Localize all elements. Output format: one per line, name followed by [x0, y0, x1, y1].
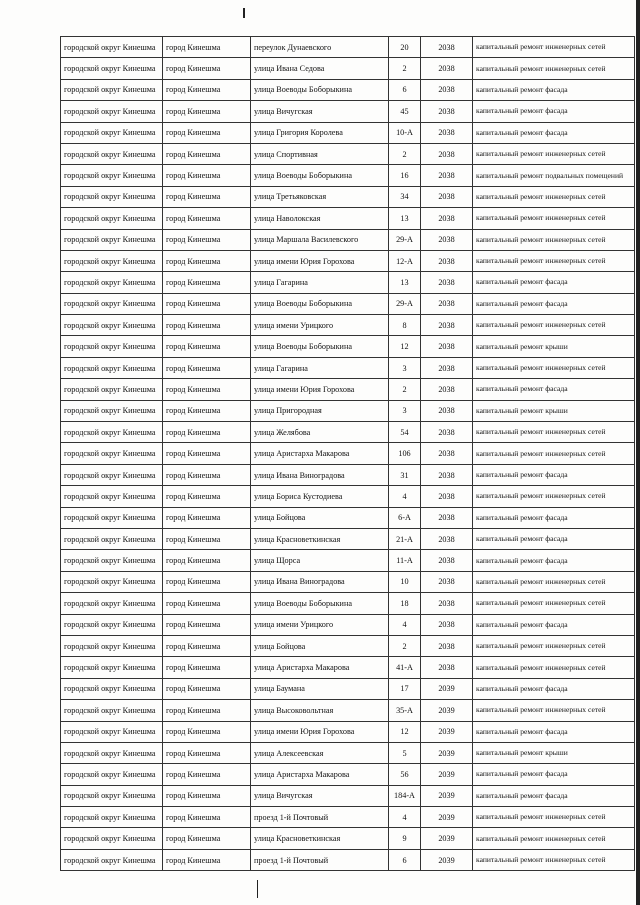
- work-type-cell: капитальный ремонт крыши: [473, 400, 635, 421]
- municipality-cell: городской округ Кинешма: [61, 807, 163, 828]
- street-cell: улица Желябова: [251, 422, 389, 443]
- house-number-cell: 35-А: [389, 700, 421, 721]
- year-cell: 2038: [421, 101, 473, 122]
- municipality-cell: городской округ Кинешма: [61, 635, 163, 656]
- city-cell: город Кинешма: [163, 657, 251, 678]
- year-cell: 2038: [421, 593, 473, 614]
- work-type-cell: капитальный ремонт подвальных помещений: [473, 165, 635, 186]
- city-cell: город Кинешма: [163, 379, 251, 400]
- city-cell: город Кинешма: [163, 550, 251, 571]
- year-cell: 2038: [421, 614, 473, 635]
- house-number-cell: 18: [389, 593, 421, 614]
- city-cell: город Кинешма: [163, 635, 251, 656]
- year-cell: 2038: [421, 37, 473, 58]
- year-cell: 2039: [421, 849, 473, 870]
- street-cell: улица имени Юрия Горохова: [251, 250, 389, 271]
- street-cell: улица Маршала Василевского: [251, 229, 389, 250]
- table-row: [61, 379, 635, 400]
- municipality-cell: городской округ Кинешма: [61, 593, 163, 614]
- table-row: [61, 37, 635, 58]
- house-number-cell: 21-А: [389, 528, 421, 549]
- street-cell: улица Вичугская: [251, 101, 389, 122]
- street-cell: проезд 1-й Почтовый: [251, 849, 389, 870]
- year-cell: 2038: [421, 357, 473, 378]
- table-row: [61, 785, 635, 806]
- municipality-cell: городской округ Кинешма: [61, 486, 163, 507]
- work-type-cell: капитальный ремонт инженерных сетей: [473, 828, 635, 849]
- city-cell: город Кинешма: [163, 593, 251, 614]
- work-type-cell: капитальный ремонт фасада: [473, 764, 635, 785]
- street-cell: улица Гагарина: [251, 272, 389, 293]
- work-type-cell: капитальный ремонт фасада: [473, 721, 635, 742]
- municipality-cell: городской округ Кинешма: [61, 165, 163, 186]
- table-row: [61, 550, 635, 571]
- year-cell: 2039: [421, 828, 473, 849]
- city-cell: город Кинешма: [163, 614, 251, 635]
- table-row: [61, 122, 635, 143]
- street-cell: улица Высоковольтная: [251, 700, 389, 721]
- table-row: [61, 678, 635, 699]
- street-cell: улица Красноветкинская: [251, 828, 389, 849]
- municipality-cell: городской округ Кинешма: [61, 764, 163, 785]
- house-number-cell: 10: [389, 571, 421, 592]
- city-cell: город Кинешма: [163, 293, 251, 314]
- street-cell: проезд 1-й Почтовый: [251, 807, 389, 828]
- house-number-cell: 10-А: [389, 122, 421, 143]
- city-cell: город Кинешма: [163, 357, 251, 378]
- municipality-cell: городской округ Кинешма: [61, 464, 163, 485]
- city-cell: город Кинешма: [163, 828, 251, 849]
- table-row: [61, 400, 635, 421]
- city-cell: город Кинешма: [163, 250, 251, 271]
- work-type-cell: капитальный ремонт фасада: [473, 293, 635, 314]
- scan-mark-bottom: [257, 880, 258, 898]
- street-cell: улица Воеводы Боборыкина: [251, 336, 389, 357]
- table-row: [61, 357, 635, 378]
- year-cell: 2038: [421, 293, 473, 314]
- house-number-cell: 2: [389, 635, 421, 656]
- housing-repair-table: [60, 36, 635, 871]
- work-type-cell: капитальный ремонт инженерных сетей: [473, 315, 635, 336]
- city-cell: город Кинешма: [163, 464, 251, 485]
- table-row: [61, 186, 635, 207]
- municipality-cell: городской округ Кинешма: [61, 229, 163, 250]
- municipality-cell: городской округ Кинешма: [61, 357, 163, 378]
- work-type-cell: капитальный ремонт фасада: [473, 614, 635, 635]
- municipality-cell: городской округ Кинешма: [61, 186, 163, 207]
- house-number-cell: 29-А: [389, 293, 421, 314]
- city-cell: город Кинешма: [163, 678, 251, 699]
- table-row: [61, 443, 635, 464]
- city-cell: город Кинешма: [163, 208, 251, 229]
- table-row: [61, 293, 635, 314]
- table-row: [61, 165, 635, 186]
- work-type-cell: капитальный ремонт инженерных сетей: [473, 186, 635, 207]
- year-cell: 2038: [421, 79, 473, 100]
- table-row: [61, 657, 635, 678]
- table-row: [61, 742, 635, 763]
- year-cell: 2038: [421, 122, 473, 143]
- year-cell: 2038: [421, 550, 473, 571]
- work-type-cell: капитальный ремонт фасада: [473, 550, 635, 571]
- year-cell: 2038: [421, 486, 473, 507]
- city-cell: город Кинешма: [163, 785, 251, 806]
- house-number-cell: 6: [389, 79, 421, 100]
- work-type-cell: капитальный ремонт инженерных сетей: [473, 593, 635, 614]
- street-cell: улица Бойцова: [251, 635, 389, 656]
- house-number-cell: 106: [389, 443, 421, 464]
- house-number-cell: 12: [389, 336, 421, 357]
- street-cell: улица Пригородная: [251, 400, 389, 421]
- year-cell: 2039: [421, 678, 473, 699]
- work-type-cell: капитальный ремонт фасада: [473, 79, 635, 100]
- house-number-cell: 6: [389, 849, 421, 870]
- house-number-cell: 4: [389, 614, 421, 635]
- city-cell: город Кинешма: [163, 400, 251, 421]
- table-row: [61, 700, 635, 721]
- city-cell: город Кинешма: [163, 422, 251, 443]
- city-cell: город Кинешма: [163, 336, 251, 357]
- municipality-cell: городской округ Кинешма: [61, 250, 163, 271]
- street-cell: улица Ивана Виноградова: [251, 571, 389, 592]
- municipality-cell: городской округ Кинешма: [61, 700, 163, 721]
- work-type-cell: капитальный ремонт инженерных сетей: [473, 229, 635, 250]
- year-cell: 2038: [421, 635, 473, 656]
- municipality-cell: городской округ Кинешма: [61, 614, 163, 635]
- city-cell: город Кинешма: [163, 807, 251, 828]
- work-type-cell: капитальный ремонт инженерных сетей: [473, 357, 635, 378]
- municipality-cell: городской округ Кинешма: [61, 828, 163, 849]
- table-row: [61, 272, 635, 293]
- work-type-cell: капитальный ремонт инженерных сетей: [473, 443, 635, 464]
- year-cell: 2039: [421, 700, 473, 721]
- work-type-cell: капитальный ремонт инженерных сетей: [473, 422, 635, 443]
- year-cell: 2038: [421, 379, 473, 400]
- work-type-cell: капитальный ремонт фасада: [473, 507, 635, 528]
- year-cell: 2039: [421, 721, 473, 742]
- work-type-cell: капитальный ремонт фасада: [473, 101, 635, 122]
- municipality-cell: городской округ Кинешма: [61, 507, 163, 528]
- municipality-cell: городской округ Кинешма: [61, 721, 163, 742]
- table-row: [61, 464, 635, 485]
- house-number-cell: 2: [389, 143, 421, 164]
- table-row: [61, 79, 635, 100]
- year-cell: 2038: [421, 571, 473, 592]
- work-type-cell: капитальный ремонт инженерных сетей: [473, 807, 635, 828]
- city-cell: город Кинешма: [163, 186, 251, 207]
- municipality-cell: городской округ Кинешма: [61, 528, 163, 549]
- house-number-cell: 2: [389, 58, 421, 79]
- house-number-cell: 41-А: [389, 657, 421, 678]
- street-cell: улица Ивана Седова: [251, 58, 389, 79]
- table-row: [61, 143, 635, 164]
- house-number-cell: 3: [389, 357, 421, 378]
- house-number-cell: 3: [389, 400, 421, 421]
- work-type-cell: капитальный ремонт инженерных сетей: [473, 849, 635, 870]
- street-cell: улица Бориса Кустодиева: [251, 486, 389, 507]
- year-cell: 2038: [421, 272, 473, 293]
- city-cell: город Кинешма: [163, 571, 251, 592]
- table-row: [61, 849, 635, 870]
- table-row: [61, 208, 635, 229]
- work-type-cell: капитальный ремонт инженерных сетей: [473, 37, 635, 58]
- city-cell: город Кинешма: [163, 742, 251, 763]
- scan-edge-right: [636, 0, 640, 905]
- street-cell: улица имени Юрия Горохова: [251, 721, 389, 742]
- table-row: [61, 807, 635, 828]
- year-cell: 2038: [421, 400, 473, 421]
- table-row: [61, 58, 635, 79]
- table-row: [61, 528, 635, 549]
- city-cell: город Кинешма: [163, 721, 251, 742]
- house-number-cell: 16: [389, 165, 421, 186]
- street-cell: улица Вичугская: [251, 785, 389, 806]
- year-cell: 2038: [421, 336, 473, 357]
- house-number-cell: 9: [389, 828, 421, 849]
- house-number-cell: 56: [389, 764, 421, 785]
- municipality-cell: городской округ Кинешма: [61, 79, 163, 100]
- street-cell: улица Воеводы Боборыкина: [251, 165, 389, 186]
- year-cell: 2038: [421, 229, 473, 250]
- municipality-cell: городской округ Кинешма: [61, 272, 163, 293]
- municipality-cell: городской округ Кинешма: [61, 550, 163, 571]
- table-row: [61, 593, 635, 614]
- municipality-cell: городской округ Кинешма: [61, 849, 163, 870]
- house-number-cell: 54: [389, 422, 421, 443]
- house-number-cell: 4: [389, 807, 421, 828]
- city-cell: город Кинешма: [163, 507, 251, 528]
- house-number-cell: 11-А: [389, 550, 421, 571]
- city-cell: город Кинешма: [163, 58, 251, 79]
- table-row: [61, 571, 635, 592]
- street-cell: улица Аристарха Макарова: [251, 764, 389, 785]
- scan-mark-top: [243, 8, 245, 18]
- municipality-cell: городской округ Кинешма: [61, 58, 163, 79]
- street-cell: улица Спортивная: [251, 143, 389, 164]
- table-row: [61, 101, 635, 122]
- municipality-cell: городской округ Кинешма: [61, 400, 163, 421]
- city-cell: город Кинешма: [163, 764, 251, 785]
- table-row: [61, 229, 635, 250]
- city-cell: город Кинешма: [163, 229, 251, 250]
- street-cell: улица Третьяковская: [251, 186, 389, 207]
- city-cell: город Кинешма: [163, 272, 251, 293]
- house-number-cell: 6-А: [389, 507, 421, 528]
- street-cell: улица Наволокская: [251, 208, 389, 229]
- municipality-cell: городской округ Кинешма: [61, 678, 163, 699]
- work-type-cell: капитальный ремонт крыши: [473, 336, 635, 357]
- work-type-cell: капитальный ремонт инженерных сетей: [473, 700, 635, 721]
- year-cell: 2038: [421, 443, 473, 464]
- city-cell: город Кинешма: [163, 486, 251, 507]
- work-type-cell: капитальный ремонт фасада: [473, 785, 635, 806]
- house-number-cell: 31: [389, 464, 421, 485]
- year-cell: 2038: [421, 528, 473, 549]
- table-row: [61, 614, 635, 635]
- table-row: [61, 336, 635, 357]
- city-cell: город Кинешма: [163, 528, 251, 549]
- work-type-cell: капитальный ремонт инженерных сетей: [473, 58, 635, 79]
- work-type-cell: капитальный ремонт инженерных сетей: [473, 635, 635, 656]
- municipality-cell: городской округ Кинешма: [61, 422, 163, 443]
- city-cell: город Кинешма: [163, 101, 251, 122]
- city-cell: город Кинешма: [163, 443, 251, 464]
- street-cell: улица Аристарха Макарова: [251, 657, 389, 678]
- work-type-cell: капитальный ремонт крыши: [473, 742, 635, 763]
- city-cell: город Кинешма: [163, 122, 251, 143]
- municipality-cell: городской округ Кинешма: [61, 293, 163, 314]
- house-number-cell: 4: [389, 486, 421, 507]
- table-row: [61, 721, 635, 742]
- municipality-cell: городской округ Кинешма: [61, 443, 163, 464]
- table-row: [61, 250, 635, 271]
- year-cell: 2038: [421, 186, 473, 207]
- municipality-cell: городской округ Кинешма: [61, 101, 163, 122]
- house-number-cell: 20: [389, 37, 421, 58]
- municipality-cell: городской округ Кинешма: [61, 785, 163, 806]
- city-cell: город Кинешма: [163, 315, 251, 336]
- work-type-cell: капитальный ремонт инженерных сетей: [473, 657, 635, 678]
- house-number-cell: 12-А: [389, 250, 421, 271]
- year-cell: 2038: [421, 143, 473, 164]
- work-type-cell: капитальный ремонт фасада: [473, 464, 635, 485]
- city-cell: город Кинешма: [163, 849, 251, 870]
- work-type-cell: капитальный ремонт инженерных сетей: [473, 571, 635, 592]
- house-number-cell: 12: [389, 721, 421, 742]
- house-number-cell: 34: [389, 186, 421, 207]
- year-cell: 2038: [421, 58, 473, 79]
- city-cell: город Кинешма: [163, 700, 251, 721]
- street-cell: улица Гагарина: [251, 357, 389, 378]
- municipality-cell: городской округ Кинешма: [61, 379, 163, 400]
- street-cell: улица Воеводы Боборыкина: [251, 593, 389, 614]
- year-cell: 2038: [421, 165, 473, 186]
- street-cell: улица имени Юрия Горохова: [251, 379, 389, 400]
- year-cell: 2039: [421, 785, 473, 806]
- work-type-cell: капитальный ремонт фасада: [473, 122, 635, 143]
- street-cell: улица Воеводы Боборыкина: [251, 79, 389, 100]
- year-cell: 2038: [421, 315, 473, 336]
- year-cell: 2039: [421, 742, 473, 763]
- table-row: [61, 422, 635, 443]
- year-cell: 2038: [421, 422, 473, 443]
- year-cell: 2038: [421, 250, 473, 271]
- year-cell: 2039: [421, 807, 473, 828]
- city-cell: город Кинешма: [163, 143, 251, 164]
- street-cell: улица Григория Королева: [251, 122, 389, 143]
- work-type-cell: капитальный ремонт фасада: [473, 528, 635, 549]
- work-type-cell: капитальный ремонт фасада: [473, 272, 635, 293]
- municipality-cell: городской округ Кинешма: [61, 143, 163, 164]
- municipality-cell: городской округ Кинешма: [61, 37, 163, 58]
- table-row: [61, 486, 635, 507]
- house-number-cell: 2: [389, 379, 421, 400]
- house-number-cell: 5: [389, 742, 421, 763]
- municipality-cell: городской округ Кинешма: [61, 315, 163, 336]
- house-number-cell: 17: [389, 678, 421, 699]
- municipality-cell: городской округ Кинешма: [61, 336, 163, 357]
- street-cell: улица Красноветкинская: [251, 528, 389, 549]
- year-cell: 2038: [421, 464, 473, 485]
- street-cell: улица имени Урицкого: [251, 614, 389, 635]
- city-cell: город Кинешма: [163, 165, 251, 186]
- house-number-cell: 13: [389, 272, 421, 293]
- table-row: [61, 635, 635, 656]
- city-cell: город Кинешма: [163, 79, 251, 100]
- street-cell: улица Воеводы Боборыкина: [251, 293, 389, 314]
- table-row: [61, 507, 635, 528]
- street-cell: улица Баумана: [251, 678, 389, 699]
- house-number-cell: 45: [389, 101, 421, 122]
- city-cell: город Кинешма: [163, 37, 251, 58]
- street-cell: переулок Дунаевского: [251, 37, 389, 58]
- municipality-cell: городской округ Кинешма: [61, 742, 163, 763]
- house-number-cell: 13: [389, 208, 421, 229]
- year-cell: 2038: [421, 657, 473, 678]
- table-row: [61, 315, 635, 336]
- work-type-cell: капитальный ремонт фасада: [473, 379, 635, 400]
- year-cell: 2038: [421, 507, 473, 528]
- year-cell: 2038: [421, 208, 473, 229]
- street-cell: улица Бойцова: [251, 507, 389, 528]
- house-number-cell: 29-А: [389, 229, 421, 250]
- municipality-cell: городской округ Кинешма: [61, 657, 163, 678]
- work-type-cell: капитальный ремонт инженерных сетей: [473, 250, 635, 271]
- work-type-cell: капитальный ремонт инженерных сетей: [473, 208, 635, 229]
- street-cell: улица Ивана Виноградова: [251, 464, 389, 485]
- year-cell: 2039: [421, 764, 473, 785]
- municipality-cell: городской округ Кинешма: [61, 122, 163, 143]
- house-number-cell: 184-А: [389, 785, 421, 806]
- street-cell: улица Алексеевская: [251, 742, 389, 763]
- table-row: [61, 828, 635, 849]
- municipality-cell: городской округ Кинешма: [61, 208, 163, 229]
- work-type-cell: капитальный ремонт инженерных сетей: [473, 143, 635, 164]
- table-row: [61, 764, 635, 785]
- house-number-cell: 8: [389, 315, 421, 336]
- work-type-cell: капитальный ремонт инженерных сетей: [473, 486, 635, 507]
- table-body: [61, 37, 635, 871]
- street-cell: улица Щорса: [251, 550, 389, 571]
- street-cell: улица Аристарха Макарова: [251, 443, 389, 464]
- street-cell: улица имени Урицкого: [251, 315, 389, 336]
- work-type-cell: капитальный ремонт фасада: [473, 678, 635, 699]
- municipality-cell: городской округ Кинешма: [61, 571, 163, 592]
